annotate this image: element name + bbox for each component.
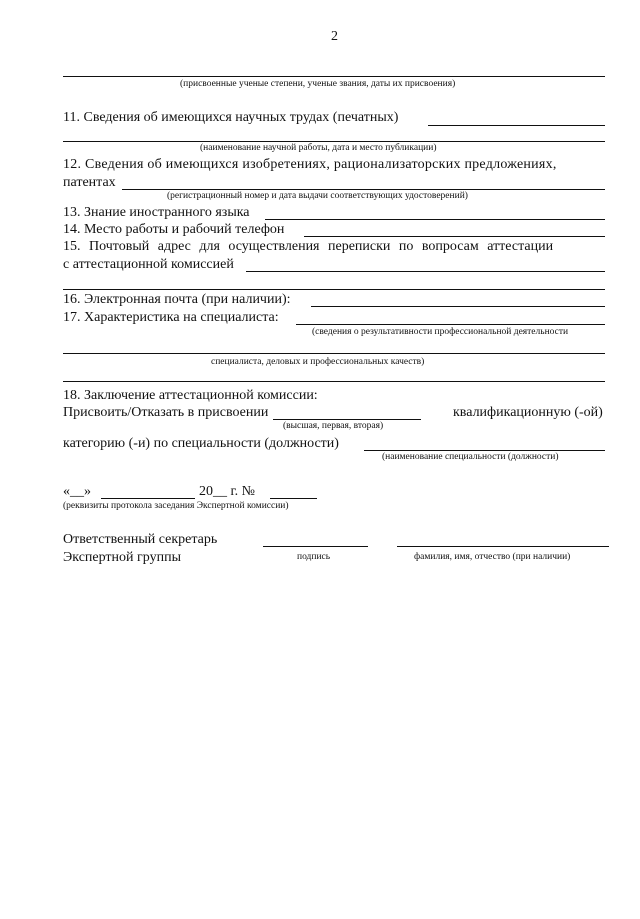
assign-label: Присвоить/Отказать в присвоении	[63, 405, 269, 420]
item-14-field[interactable]	[304, 236, 605, 237]
specialty-caption: (наименование специальности (должности)	[382, 452, 559, 462]
item-16-field[interactable]	[311, 306, 605, 307]
page-number: 2	[331, 29, 338, 44]
item-17-third-line[interactable]	[63, 381, 605, 382]
fio-caption: фамилия, имя, отчество (при наличии)	[414, 552, 571, 562]
item-17-second-line[interactable]	[63, 353, 605, 354]
group-label: Экспертной группы	[63, 550, 181, 565]
date-year-label: 20__ г. №	[199, 484, 256, 499]
works-caption: (наименование научной работы, дата и место публикации)	[200, 143, 437, 153]
category-label: категорию (-и) по специальности (должности)	[63, 436, 339, 451]
item-16-label: 16. Электронная почта (при наличии):	[63, 292, 291, 307]
category-field[interactable]	[364, 450, 605, 451]
specialist-caption-1: (сведения о результативности профессиональной деятельности	[312, 327, 569, 337]
fio-field[interactable]	[397, 546, 609, 547]
assign-field[interactable]	[273, 419, 421, 420]
item-17-label: 17. Характеристика на специалиста:	[63, 310, 279, 325]
degrees-line	[63, 76, 605, 77]
signature-caption: подпись	[297, 552, 331, 562]
item-14-label: 14. Место работы и рабочий телефон	[63, 222, 285, 237]
item-13-field[interactable]	[265, 219, 605, 220]
protocol-caption: (реквизиты протокола заседания Экспертной комиссии)	[63, 501, 289, 511]
item-17-field[interactable]	[296, 324, 605, 325]
patents-caption: (регистрационный номер и дата выдачи соответствующих удостоверений)	[167, 191, 468, 201]
item-13-label: 13. Знание иностранного языка	[63, 205, 250, 220]
degrees-caption: (присвоенные ученые степени, ученые звания, даты их присвоения)	[180, 79, 456, 89]
item-15-field[interactable]	[246, 271, 605, 272]
protocol-number-field[interactable]	[270, 498, 317, 499]
item-11-second-line[interactable]	[63, 141, 605, 142]
item-12-field[interactable]	[122, 189, 605, 190]
item-15-label-cont: с аттестационной комиссией	[63, 257, 234, 272]
date-day: «__»	[63, 484, 91, 499]
specialist-caption-2: специалиста, деловых и профессиональных качеств)	[211, 357, 425, 367]
category-caption: (высшая, первая, вторая)	[283, 421, 384, 431]
item-12-label: 12. Сведения об имеющихся изобретениях, рационализаторских предложениях,	[63, 157, 557, 172]
item-18-label: 18. Заключение аттестационной комиссии:	[63, 388, 318, 403]
item-15-label: 15. Почтовый адрес для осуществления переписки по вопросам аттестации	[63, 239, 554, 254]
qualification-label: квалификационную (-ой)	[453, 405, 603, 420]
item-15-second-line[interactable]	[63, 289, 605, 290]
item-12-label-cont: патентах	[63, 175, 116, 190]
signature-field[interactable]	[263, 546, 368, 547]
secretary-label: Ответственный секретарь	[63, 532, 218, 547]
date-month-field[interactable]	[101, 498, 195, 499]
item-11-field[interactable]	[428, 125, 605, 126]
item-11-label: 11. Сведения об имеющихся научных трудах (печатных)	[63, 110, 399, 125]
